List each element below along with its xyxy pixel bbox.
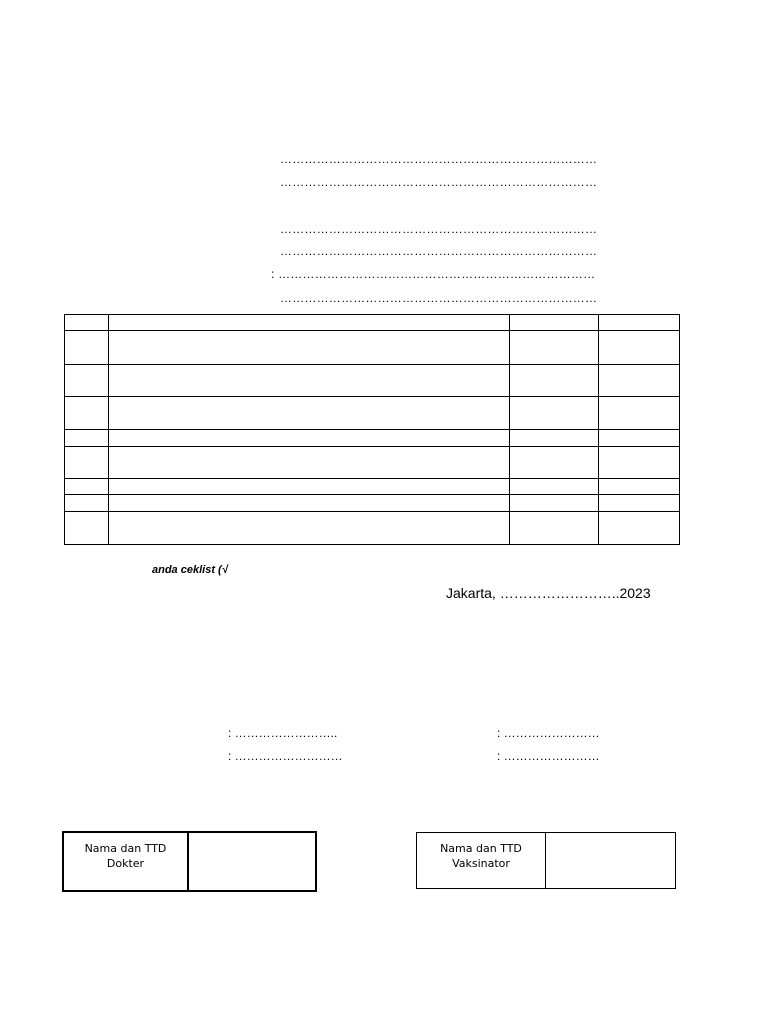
table-cell <box>109 365 510 397</box>
table-cell <box>65 495 109 512</box>
table-cell[interactable] <box>510 331 599 365</box>
doctor-label-line1: Nama dan TTD <box>84 842 167 855</box>
doctor-signature-label <box>64 833 189 890</box>
info-field-5-colon: : <box>271 267 275 281</box>
table-cell[interactable] <box>599 430 680 447</box>
table-cell <box>65 365 109 397</box>
table-cell[interactable] <box>599 397 680 430</box>
table-cell <box>65 479 109 495</box>
info-field-4 <box>280 244 597 258</box>
table-cell <box>510 315 599 331</box>
doctor-signature-area[interactable] <box>189 833 315 890</box>
info-field-2-dots: …………………………………………………………………… <box>280 175 598 189</box>
table-cell[interactable] <box>599 331 680 365</box>
vaccinator-label-line1: Nama dan TTD <box>440 842 522 855</box>
table-cell <box>109 331 510 365</box>
checklist-table <box>64 314 680 545</box>
doctor-field-2: : ……………………… <box>228 749 343 763</box>
table-cell <box>65 331 109 365</box>
table-cell <box>109 512 510 545</box>
table-cell <box>65 430 109 447</box>
info-field-5 <box>271 267 595 281</box>
info-field-1 <box>280 152 597 166</box>
table-cell[interactable] <box>510 495 599 512</box>
table-row <box>65 512 680 545</box>
info-field-6 <box>280 291 597 305</box>
table-cell[interactable] <box>510 479 599 495</box>
info-field-2 <box>280 175 597 189</box>
table-cell[interactable] <box>599 512 680 545</box>
vaccinator-signature-box <box>416 832 676 889</box>
info-field-3 <box>280 222 597 236</box>
table-cell[interactable] <box>510 365 599 397</box>
vaccinator-label-line2: Vaksinator <box>452 857 510 870</box>
table-cell[interactable] <box>510 430 599 447</box>
info-field-6-dots: …………………………………………………………………… <box>280 291 598 305</box>
date-line: Jakarta, ……………………..2023 <box>446 585 651 601</box>
table-header-row <box>65 315 680 331</box>
table-row <box>65 430 680 447</box>
table-row <box>65 479 680 495</box>
table-row <box>65 365 680 397</box>
table-cell <box>65 512 109 545</box>
info-field-1-dots: …………………………………………………………………… <box>280 152 598 166</box>
table-cell <box>109 447 510 479</box>
table-cell <box>109 397 510 430</box>
vaccinator-signature-label <box>417 833 546 888</box>
table-row <box>65 495 680 512</box>
info-field-5-dots: …………………………………………………………………… <box>278 267 596 281</box>
vaccinator-field-2: : …………………… <box>497 749 600 763</box>
table-cell[interactable] <box>510 512 599 545</box>
info-field-3-dots: …………………………………………………………………… <box>280 222 598 236</box>
info-field-4-dots: …………………………………………………………………… <box>280 244 598 258</box>
table-row <box>65 331 680 365</box>
table-cell <box>109 495 510 512</box>
table-cell <box>65 397 109 430</box>
table-cell[interactable] <box>599 495 680 512</box>
table-row <box>65 397 680 430</box>
table-cell <box>109 430 510 447</box>
doctor-field-1: : …………………….. <box>228 726 338 740</box>
table-cell[interactable] <box>510 447 599 479</box>
table-cell[interactable] <box>599 479 680 495</box>
vaccinator-field-1: : …………………… <box>497 726 600 740</box>
checklist-note: anda ceklist (√ <box>152 564 228 576</box>
table-cell <box>109 315 510 331</box>
table-cell <box>65 315 109 331</box>
table-cell <box>109 479 510 495</box>
table-cell[interactable] <box>599 365 680 397</box>
table-cell[interactable] <box>599 447 680 479</box>
table-row <box>65 447 680 479</box>
table-cell[interactable] <box>510 397 599 430</box>
vaccinator-signature-area[interactable] <box>546 833 675 888</box>
table-cell <box>599 315 680 331</box>
doctor-label-line2: Dokter <box>106 857 145 870</box>
doctor-signature-box <box>62 831 317 892</box>
table-cell <box>65 447 109 479</box>
